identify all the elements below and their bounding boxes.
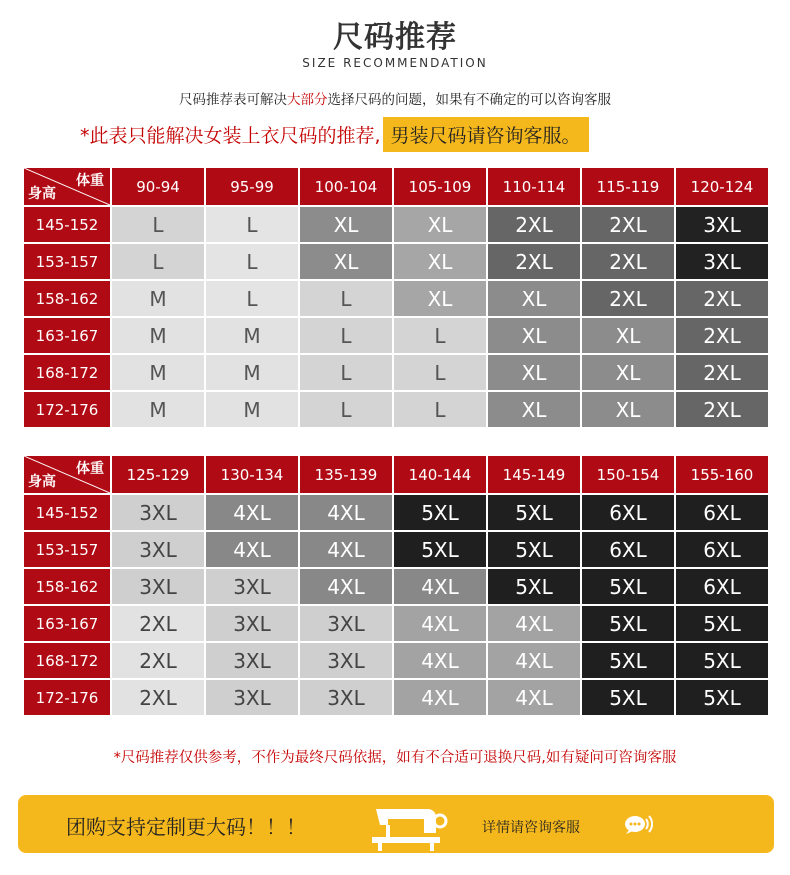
size-cell: 4XL <box>206 532 298 567</box>
size-cell: XL <box>394 207 486 242</box>
size-cell: L <box>112 207 204 242</box>
size-cell: 3XL <box>300 643 392 678</box>
size-cell: L <box>394 318 486 353</box>
size-cell: M <box>112 318 204 353</box>
size-cell: L <box>206 207 298 242</box>
size-cell: 5XL <box>394 495 486 530</box>
custom-size-banner[interactable] <box>18 795 774 853</box>
size-cell: 5XL <box>676 680 768 715</box>
size-cell: 3XL <box>206 643 298 678</box>
banner-right-text: 详情请咨询客服 <box>482 820 580 836</box>
sewing-machine-icon <box>368 799 458 851</box>
height-row-header: 168-172 <box>24 643 110 678</box>
height-row-header: 145-152 <box>24 495 110 530</box>
height-row-header: 153-157 <box>24 244 110 279</box>
size-cell: 6XL <box>676 495 768 530</box>
table-row <box>24 643 768 678</box>
weight-column-header: 150-154 <box>582 456 674 493</box>
size-cell: 4XL <box>488 643 580 678</box>
intro-after: 选择尺码的问题，如果有不确定的可以咨询客服 <box>327 92 611 108</box>
table-row <box>24 606 768 641</box>
size-cell: M <box>112 392 204 427</box>
table-row <box>24 392 768 427</box>
size-cell: 2XL <box>112 606 204 641</box>
weight-column-header: 110-114 <box>488 168 580 205</box>
table-row <box>24 207 768 242</box>
size-cell: L <box>300 318 392 353</box>
size-cell: 2XL <box>488 207 580 242</box>
size-cell: XL <box>488 318 580 353</box>
table-row <box>24 318 768 353</box>
size-cell: L <box>394 392 486 427</box>
corner-weight-label: 体重 <box>76 461 104 477</box>
size-cell: 3XL <box>206 680 298 715</box>
size-cell: 4XL <box>394 606 486 641</box>
size-cell: 4XL <box>300 495 392 530</box>
size-cell: 4XL <box>488 606 580 641</box>
size-cell: 2XL <box>582 244 674 279</box>
size-cell: 2XL <box>676 318 768 353</box>
height-row-header: 145-152 <box>24 207 110 242</box>
size-cell: 5XL <box>488 532 580 567</box>
size-cell: 4XL <box>300 532 392 567</box>
size-cell: 4XL <box>206 495 298 530</box>
size-cell: 3XL <box>676 207 768 242</box>
corner-height-label: 身高 <box>28 474 56 490</box>
weight-header-row <box>24 456 768 493</box>
size-cell: XL <box>488 355 580 390</box>
footnote: *尺码推荐仅供参考，不作为最终尺码依据，如有不合适可退换尺码,如有疑问可咨询客服 <box>113 750 677 766</box>
size-cell: XL <box>300 244 392 279</box>
page-subtitle: SIZE RECOMMENDATION <box>302 56 488 70</box>
size-cell: XL <box>582 355 674 390</box>
size-cell: 5XL <box>582 569 674 604</box>
height-row-header: 172-176 <box>24 680 110 715</box>
weight-column-header: 105-109 <box>394 168 486 205</box>
size-cell: 2XL <box>676 355 768 390</box>
height-row-header: 158-162 <box>24 281 110 316</box>
notice-yellow: 男装尺码请咨询客服。 <box>383 117 589 152</box>
table-corner-cell <box>24 168 110 205</box>
size-cell: 5XL <box>488 569 580 604</box>
size-cell: 6XL <box>582 532 674 567</box>
size-table-1 <box>22 166 770 429</box>
size-cell: 2XL <box>676 281 768 316</box>
intro-highlight: 大部分 <box>287 92 328 108</box>
chat-bubble-icon[interactable] <box>623 813 653 835</box>
size-cell: 5XL <box>582 680 674 715</box>
size-cell: L <box>206 244 298 279</box>
table-row <box>24 244 768 279</box>
table-row <box>24 680 768 715</box>
size-cell: M <box>206 355 298 390</box>
weight-header-row <box>24 168 768 205</box>
notice-red: *此表只能解决女装上衣尺码的推荐, <box>80 124 381 147</box>
height-row-header: 163-167 <box>24 606 110 641</box>
size-cell: 2XL <box>112 680 204 715</box>
size-cell: 4XL <box>394 643 486 678</box>
size-cell: XL <box>582 318 674 353</box>
size-cell: 6XL <box>582 495 674 530</box>
size-cell: M <box>206 392 298 427</box>
weight-column-header: 100-104 <box>300 168 392 205</box>
size-cell: XL <box>488 392 580 427</box>
weight-column-header: 140-144 <box>394 456 486 493</box>
size-cell: 4XL <box>488 680 580 715</box>
table-row <box>24 281 768 316</box>
corner-height-label: 身高 <box>28 186 56 202</box>
size-cell: M <box>112 355 204 390</box>
size-cell: M <box>206 318 298 353</box>
table-row <box>24 355 768 390</box>
size-cell: 3XL <box>676 244 768 279</box>
height-row-header: 168-172 <box>24 355 110 390</box>
size-cell: 5XL <box>394 532 486 567</box>
size-cell: XL <box>394 244 486 279</box>
size-cell: L <box>112 244 204 279</box>
height-row-header: 158-162 <box>24 569 110 604</box>
size-cell: 5XL <box>582 606 674 641</box>
size-cell: 2XL <box>112 643 204 678</box>
table-row <box>24 569 768 604</box>
size-cell: 3XL <box>112 569 204 604</box>
intro-text <box>0 88 790 108</box>
size-cell: 4XL <box>300 569 392 604</box>
size-cell: XL <box>488 281 580 316</box>
weight-column-header: 130-134 <box>206 456 298 493</box>
weight-column-header: 90-94 <box>112 168 204 205</box>
notice-line <box>80 116 589 152</box>
size-cell: 3XL <box>206 606 298 641</box>
corner-weight-label: 体重 <box>76 173 104 189</box>
height-row-header: 172-176 <box>24 392 110 427</box>
weight-column-header: 155-160 <box>676 456 768 493</box>
size-table-2 <box>22 454 770 717</box>
table-row <box>24 495 768 530</box>
size-cell: L <box>394 355 486 390</box>
size-cell: 5XL <box>488 495 580 530</box>
size-cell: 3XL <box>112 532 204 567</box>
size-cell: 2XL <box>488 244 580 279</box>
size-cell: 3XL <box>300 606 392 641</box>
size-cell: 2XL <box>582 207 674 242</box>
size-cell: 4XL <box>394 680 486 715</box>
intro-before: 尺码推荐表可解决 <box>179 92 287 108</box>
weight-column-header: 135-139 <box>300 456 392 493</box>
banner-left-text: 团购支持定制更大码！！！ <box>66 815 306 839</box>
weight-column-header: 95-99 <box>206 168 298 205</box>
weight-column-header: 115-119 <box>582 168 674 205</box>
size-cell: L <box>300 355 392 390</box>
size-cell: 5XL <box>676 606 768 641</box>
table-row <box>24 532 768 567</box>
size-cell: 5XL <box>676 643 768 678</box>
size-cell: M <box>112 281 204 316</box>
size-cell: 6XL <box>676 532 768 567</box>
table-corner-cell <box>24 456 110 493</box>
weight-column-header: 120-124 <box>676 168 768 205</box>
page-title: 尺码推荐 <box>333 20 457 55</box>
size-cell: L <box>300 281 392 316</box>
size-cell: L <box>300 392 392 427</box>
size-cell: 2XL <box>582 281 674 316</box>
weight-column-header: 145-149 <box>488 456 580 493</box>
size-cell: 3XL <box>300 680 392 715</box>
size-cell: 4XL <box>394 569 486 604</box>
size-cell: 3XL <box>112 495 204 530</box>
size-cell: XL <box>300 207 392 242</box>
height-row-header: 163-167 <box>24 318 110 353</box>
weight-column-header: 125-129 <box>112 456 204 493</box>
size-cell: 6XL <box>676 569 768 604</box>
height-row-header: 153-157 <box>24 532 110 567</box>
size-cell: 5XL <box>582 643 674 678</box>
size-cell: XL <box>582 392 674 427</box>
size-cell: XL <box>394 281 486 316</box>
size-cell: 2XL <box>676 392 768 427</box>
size-cell: L <box>206 281 298 316</box>
size-cell: 3XL <box>206 569 298 604</box>
